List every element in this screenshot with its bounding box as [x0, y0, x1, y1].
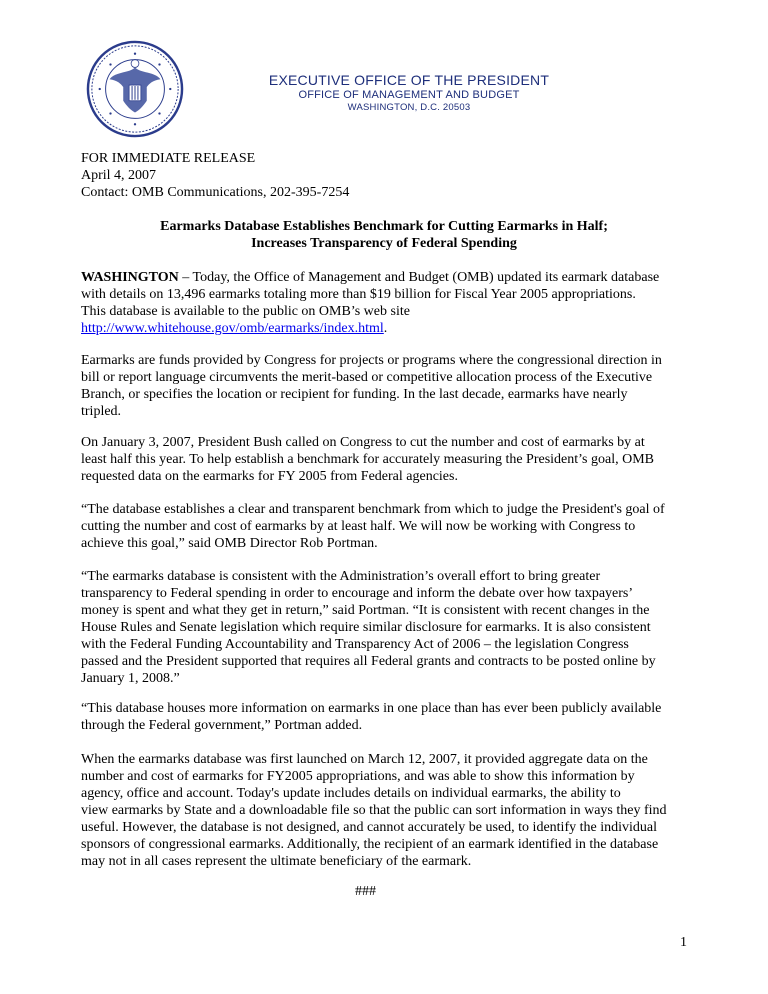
earmarks-database-link[interactable]: http://www.whitehouse.gov/omb/earmarks/index.html — [81, 321, 384, 336]
p7-line: view earmarks by State and a downloadable file so that the public can sort information in ways they find — [81, 803, 667, 818]
p1-line-3: This database is available to the public on OMB’s web site — [81, 304, 410, 319]
page-number: 1 — [680, 935, 687, 950]
p4-line: “The database establishes a clear and transparent benchmark from which to judge the President's goal of — [81, 502, 665, 517]
paragraph-5 — [81, 568, 687, 687]
paragraph-1 — [81, 269, 687, 337]
p7-line: agency, office and account. Today's update includes details on individual earmarks, the ability to — [81, 786, 621, 801]
p5-line: January 1, 2008.” — [81, 671, 180, 686]
p5-line: “The earmarks database is consistent with the Administration’s overall effort to bring greater — [81, 569, 601, 584]
p2-line: tripled. — [81, 404, 122, 419]
paragraph-6 — [81, 700, 687, 734]
p3-line: requested data on the earmarks for FY 2005 from Federal agencies. — [81, 469, 458, 484]
letterhead-address: WASHINGTON, D.C. 20503 — [347, 102, 471, 113]
p2-line: Branch, or specifies the location or recipient for funding. In the last decade, earmarks have nearly — [81, 387, 628, 402]
title-line-2: Increases Transparency of Federal Spending — [251, 236, 517, 251]
press-release-title — [81, 218, 687, 252]
p7-line: When the earmarks database was first launched on March 12, 2007, it provided aggregate data on the — [81, 752, 648, 767]
release-date: April 4, 2007 — [81, 168, 157, 183]
p1-link-period: . — [383, 321, 388, 336]
p7-line: may not in all cases represent the ultimate beneficiary of the earmark. — [81, 854, 472, 869]
paragraph-2 — [81, 352, 687, 420]
p6-line: through the Federal government,” Portman added. — [81, 718, 363, 733]
p2-line: Earmarks are funds provided by Congress for projects or programs where the congressional direction in — [81, 353, 662, 368]
great-seal-icon — [86, 40, 184, 138]
p5-line: passed and the President supported that requires all Federal grants and contracts to be posted online by — [81, 654, 656, 669]
p1-line-2: with details on 13,496 earmarks totaling more than $19 billion for Fiscal Year 2005 appropriations. — [81, 287, 636, 302]
p5-line: money is spent and what they get in return,” said Portman. “It is consistent with recent changes in the — [81, 603, 650, 618]
paragraph-4 — [81, 501, 687, 552]
p5-line: transparency to Federal spending in order to encourage and inform the debate over how taxpayers’ — [81, 586, 634, 601]
release-block — [81, 150, 687, 201]
p3-line: least half this year. To help establish a benchmark for accurately measuring the President’s goal, OMB — [81, 452, 654, 467]
end-mark: ### — [355, 884, 376, 899]
p4-line: achieve this goal,” said OMB Director Rob Portman. — [81, 536, 378, 551]
p1-line-1: – Today, the Office of Management and Budget (OMB) updated its earmark database — [178, 270, 660, 285]
dateline: WASHINGTON — [81, 270, 179, 285]
p7-line: useful. However, the database is not designed, and cannot accurately be used, to identify the individual — [81, 820, 657, 835]
p7-line: sponsors of congressional earmarks. Additionally, the recipient of an earmark identified in the database — [81, 837, 659, 852]
release-label: FOR IMMEDIATE RELEASE — [81, 151, 256, 166]
p6-line: “This database houses more information on earmarks in one place than has ever been publicly available — [81, 701, 662, 716]
p5-line: with the Federal Funding Accountability and Transparency Act of 2006 – the legislation Congress — [81, 637, 629, 652]
p7-line: number and cost of earmarks for FY2005 appropriations, and was able to show this information by — [81, 769, 635, 784]
letterhead-office-title: EXECUTIVE OFFICE OF THE PRESIDENT — [268, 72, 550, 88]
p3-line: On January 3, 2007, President Bush called on Congress to cut the number and cost of earmarks by at — [81, 435, 645, 450]
release-contact: Contact: OMB Communications, 202-395-7254 — [81, 185, 350, 200]
title-line-1: Earmarks Database Establishes Benchmark for Cutting Earmarks in Half; — [160, 219, 608, 234]
p5-line: House Rules and Senate legislation which require similar disclosure for earmarks. It is also consistent — [81, 620, 651, 635]
p2-line: bill or report language circumvents the merit-based or competitive allocation process of the Executive — [81, 370, 653, 385]
paragraph-7 — [81, 751, 687, 870]
p4-line: cutting the number and cost of earmarks by at least half. We will now be working with Congress to — [81, 519, 636, 534]
paragraph-3 — [81, 434, 687, 485]
letterhead-omb: OFFICE OF MANAGEMENT AND BUDGET — [298, 89, 520, 101]
